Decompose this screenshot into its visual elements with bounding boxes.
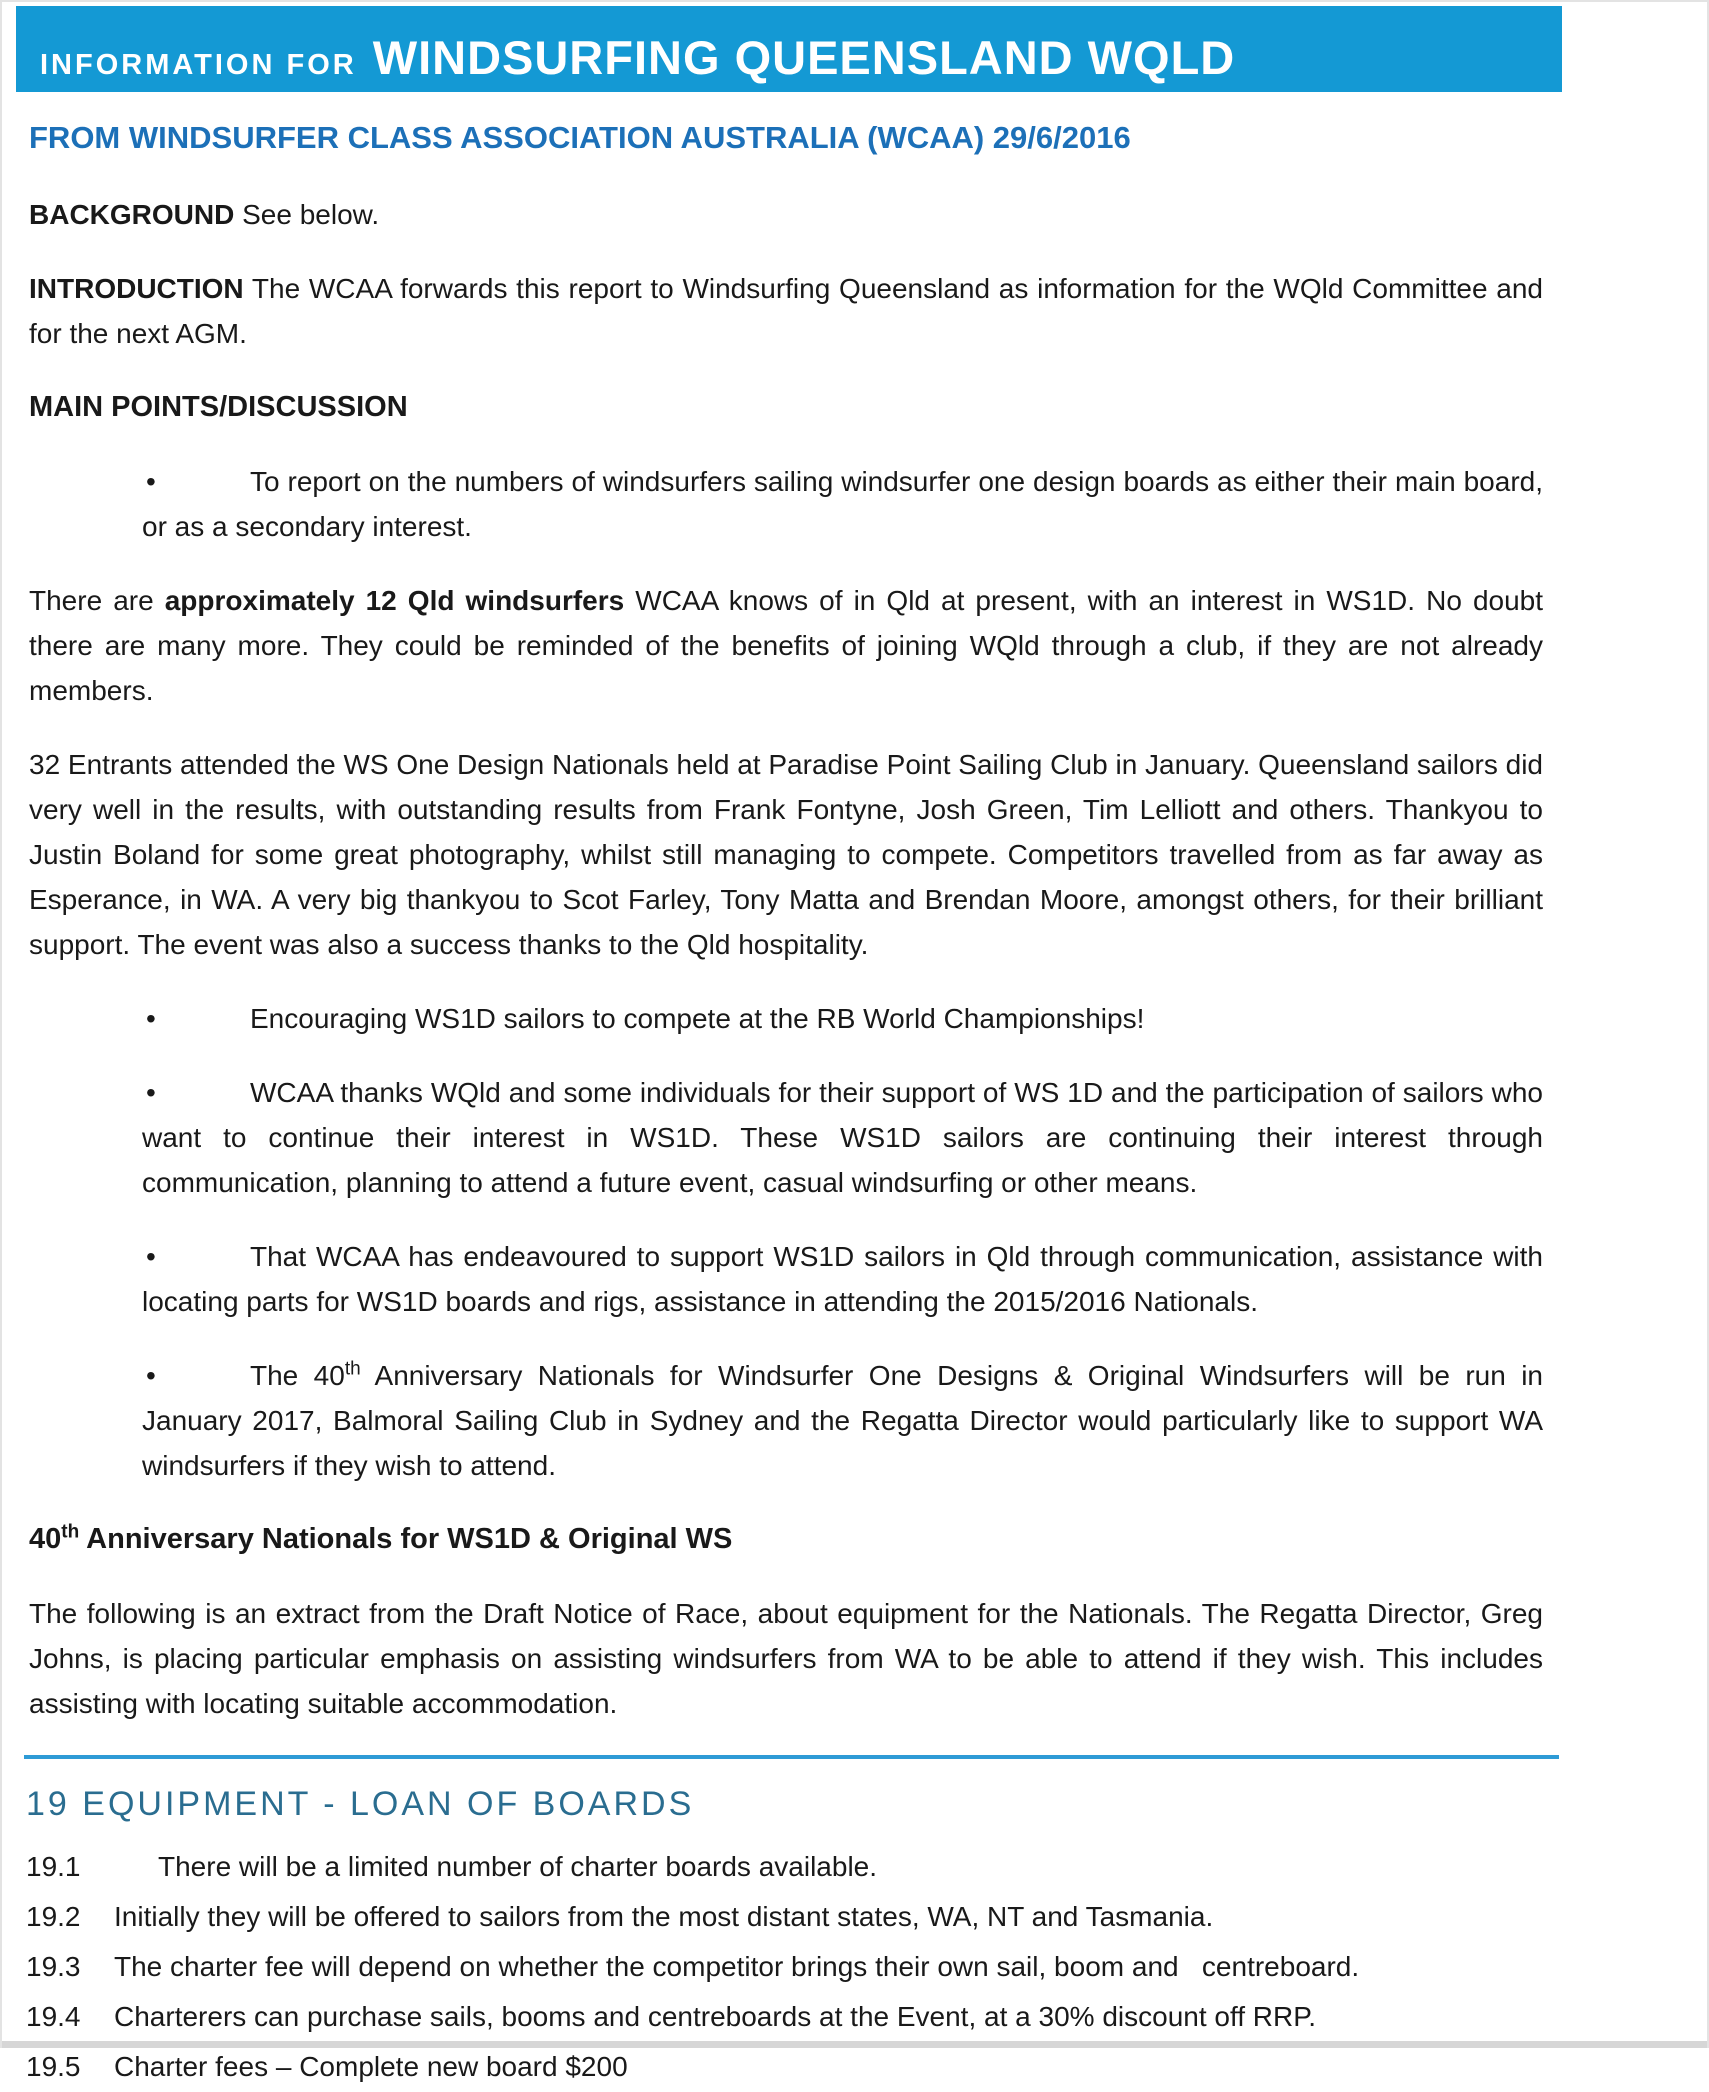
ordinal-superscript: th [344, 1358, 361, 1380]
page-bottom-edge [2, 2041, 1707, 2048]
equipment-item-text: Initially they will be offered to sailors from the most distant states, WA, NT and Tasmania. [114, 1901, 1214, 1932]
bullet-item-encouraging [142, 996, 1543, 1041]
anniversary-heading-post: Anniversary Nationals for WS1D & Original WS [79, 1523, 733, 1555]
paragraph-notice-extract: The following is an extract from the Draft Notice of Race, about equipment for the Nationals. The Regatta Director, Greg Johns, is placing particular emphasis on assisting windsurfers from WA to be able to attend if they wish. This includes assisting with locating suitable accommodation. [29, 1598, 1543, 1719]
equipment-item [26, 1992, 1707, 2042]
introduction-paragraph [29, 266, 1543, 356]
main-points-heading: MAIN POINTS/DISCUSSION [29, 391, 408, 423]
anniversary-heading [29, 1517, 1543, 1562]
bullet-text: That WCAA has endeavoured to support WS1D sailors in Qld through communication, assistance with locating parts for WS1D boards and rigs, assistance in attending the 2015/2016 Nationals. [142, 1241, 1543, 1317]
bullet-text-post: Anniversary Nationals for Windsurfer One Designs & Original Windsurfers will be run in January 2017, Balmoral Sailing Club in Sydney and the Regatta Director would particularly like to support WA windsurfers if they wish to attend. [142, 1360, 1543, 1481]
bullet-item-thanks [142, 1070, 1543, 1205]
equipment-item-number: 19.1 [26, 1851, 81, 1882]
equipment-item-number: 19.2 [26, 1901, 81, 1932]
introduction-text: The WCAA forwards this report to Windsurfing Queensland as information for the WQld Committee and for the next AGM. [29, 273, 1543, 349]
bullet-text-pre: The 40 [250, 1360, 345, 1391]
bullet-icon: • [146, 1003, 156, 1034]
equipment-item [26, 2042, 1707, 2092]
ordinal-superscript: th [61, 1521, 80, 1543]
bullet-icon: • [146, 1360, 156, 1391]
equipment-item-number: 19.5 [26, 2051, 81, 2082]
page-header-bar: INFORMATION FOR WINDSURFING QUEENSLAND WQLD [16, 6, 1562, 92]
bullet-item-endeavoured [142, 1234, 1543, 1324]
section-divider [24, 1755, 1559, 1759]
equipment-heading: 19 EQUIPMENT - LOAN OF BOARDS [26, 1785, 695, 1823]
bullet-text: Encouraging WS1D sailors to compete at the RB World Championships! [250, 1003, 1145, 1034]
qld-post-text: WCAA knows of in Qld at present, with an interest in WS1D. No doubt there are many more. They could be reminded of the benefits of joining WQld through a club, if they are not already members. [29, 585, 1544, 706]
background-label: BACKGROUND [29, 199, 235, 230]
equipment-item [26, 1892, 1707, 1942]
bullet-icon: • [146, 1241, 156, 1272]
background-paragraph [29, 192, 1543, 237]
equipment-item [26, 1842, 1707, 1892]
equipment-item-text: There will be a limited number of charter boards available. [158, 1851, 878, 1882]
equipment-item-text: Charterers can purchase sails, booms and centreboards at the Event, at a 30% discount off RRP. [114, 2001, 1317, 2032]
bullet-item-anniversary [142, 1353, 1543, 1488]
paragraph-nationals-recap: 32 Entrants attended the WS One Design Nationals held at Paradise Point Sailing Club in January. Queensland sailors did very well in the results, with outstanding results from Frank Fontyne, Josh Green, Tim Lelliott and others. Thankyou to Justin Boland for some great photography, whilst still managing to compete. Competitors travelled from as far away as Esperance, in WA. A very big thankyou to Scot Farley, Tony Matta and Brendan Moore, amongst others, for their brilliant support. The event was also a success thanks to the Qld hospitality. [29, 749, 1543, 960]
anniversary-heading-pre: 40 [29, 1523, 62, 1555]
introduction-label: INTRODUCTION [29, 273, 244, 304]
bullet-item-report [142, 459, 1543, 549]
qld-bold-text: approximately 12 Qld windsurfers [164, 585, 625, 616]
equipment-item-text: The charter fee will depend on whether the competitor brings their own sail, boom and centreboard. [114, 1951, 1360, 1982]
bullet-text: To report on the numbers of windsurfers sailing windsurfer one design boards as either their main board, or as a secondary interest. [142, 466, 1543, 542]
equipment-item-number: 19.4 [26, 2001, 81, 2032]
bullet-icon: • [146, 466, 156, 497]
equipment-item-text: Charter fees – Complete new board $200 [114, 2051, 628, 2082]
equipment-item-number: 19.3 [26, 1951, 81, 1982]
qld-pre-text: There are [29, 585, 165, 616]
subtitle: FROM WINDSURFER CLASS ASSOCIATION AUSTRALIA (WCAA) 29/6/2016 [29, 120, 1131, 155]
background-text: See below. [234, 199, 380, 230]
bullet-text: WCAA thanks WQld and some individuals for their support of WS 1D and the participation of sailors who want to continue their interest in WS1D. These WS1D sailors are continuing their interest through communication, planning to attend a future event, casual windsurfing or other means. [142, 1077, 1543, 1198]
document-body [29, 118, 1543, 1726]
bullet-icon: • [146, 1077, 156, 1108]
paragraph-qld-windsurfers [29, 578, 1543, 713]
equipment-item [26, 1942, 1707, 1992]
